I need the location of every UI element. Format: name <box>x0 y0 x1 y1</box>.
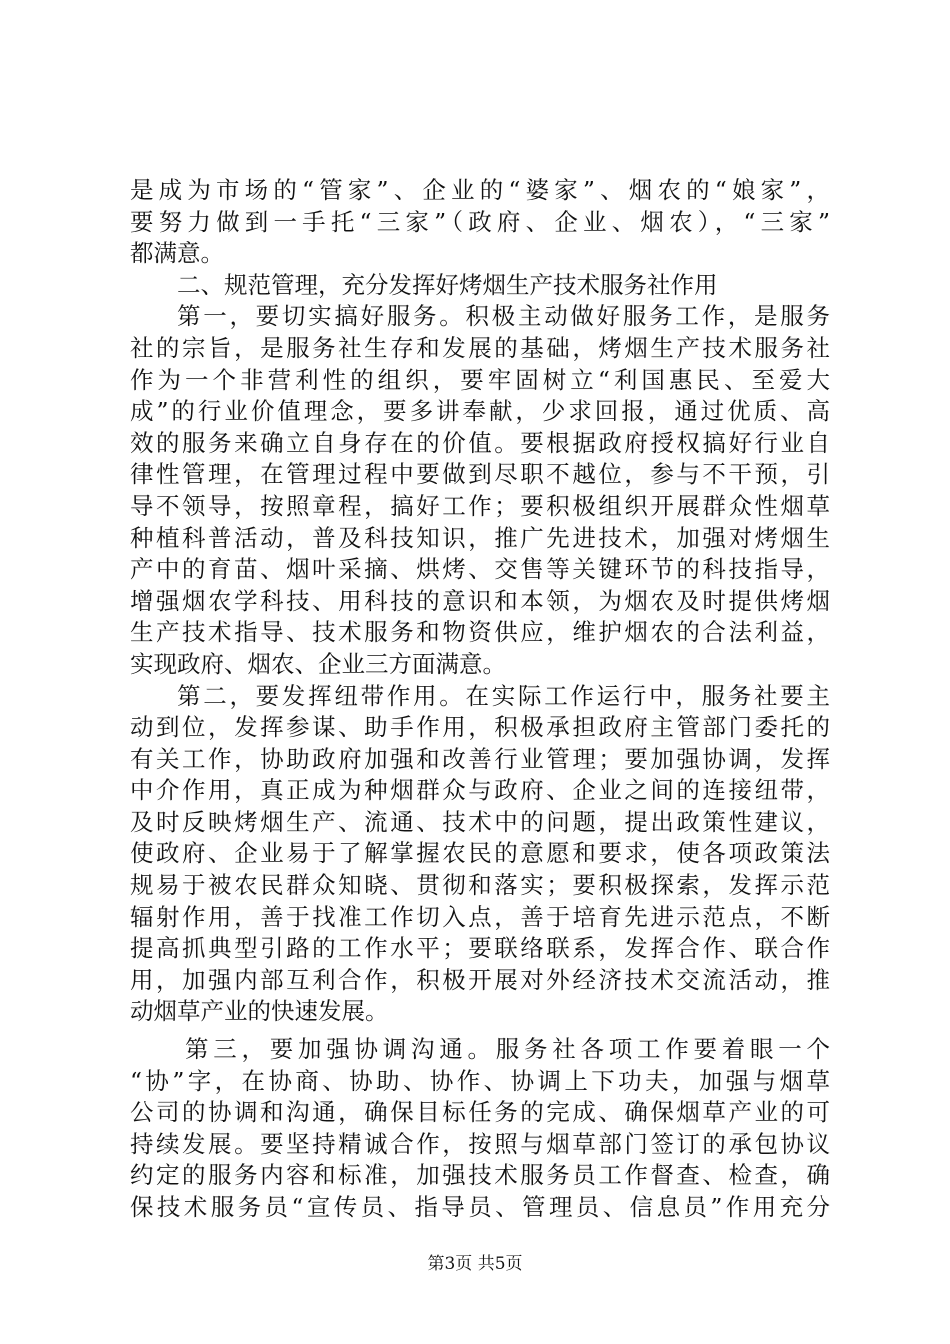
text-line: 第二，要发挥纽带作用。在实际工作运行中，服务社要主 <box>177 681 830 710</box>
text-line: 保技术服务员“宣传员、指导员、管理员、信息员”作用充分 <box>130 1193 830 1221</box>
text-line: 有关工作，协助政府加强和改善行业管理；要加强协调，发挥 <box>130 744 830 773</box>
text-line: 种植科普活动，普及科技知识，推广先进技术，加强对烤烟生 <box>130 523 830 552</box>
text-line: 效的服务来确立自身存在的价值。要根据政府授权搞好行业自 <box>130 428 830 457</box>
text-line: 动烟草产业的快速发展。 <box>130 997 389 1026</box>
text-line: 是成为市场的“管家”、企业的“婆家”、烟农的“娘家”， <box>130 176 830 204</box>
paragraph-third <box>130 1034 830 1224</box>
text-line: 用，加强内部互利合作，积极开展对外经济技术交流活动，推 <box>130 965 830 994</box>
text-line: 规易于被农民群众知晓、贯彻和落实；要积极探索，发挥示范 <box>130 871 830 900</box>
text-line: 中介作用，真正成为种烟群众与政府、企业之间的连接纽带， <box>130 776 830 805</box>
paragraph-continuation <box>130 175 830 270</box>
heading-line: 二、规范管理，充分发挥好烤烟生产技术服务社作用 <box>177 270 718 299</box>
page-number: 第3页 共5页 <box>427 1254 523 1274</box>
text-line: 使政府、企业易于了解掌握农民的意愿和要求，使各项政策法 <box>130 839 830 868</box>
text-line: 都满意。 <box>130 239 224 268</box>
text-line: 要努力做到一手托“三家”（政府、企业、烟农），“三家” <box>130 207 830 236</box>
text-line: 社的宗旨，是服务社生存和发展的基础，烤烟生产技术服务社 <box>130 333 830 362</box>
document-body <box>130 175 830 1224</box>
text-line: 律性管理，在管理过程中要做到尽职不越位，参与不干预，引 <box>130 460 830 489</box>
section-heading <box>130 270 830 302</box>
paragraph-second <box>130 681 830 1029</box>
text-line: 导不领导，按照章程，搞好工作；要积极组织开展群众性烟草 <box>130 491 830 520</box>
text-line: 持续发展。要坚持精诚合作，按照与烟草部门签订的承包协议 <box>130 1129 830 1158</box>
text-line: 辐射作用，善于找准工作切入点，善于培育先进示范点，不断 <box>130 902 830 931</box>
text-line: 生产技术指导、技术服务和物资供应，维护烟农的合法利益， <box>130 618 830 647</box>
text-line: 动到位，发挥参谋、助手作用，积极承担政府主管部门委托的 <box>130 713 830 742</box>
text-line: 作为一个非营利性的组织，要牢固树立“利国惠民、至爱大 <box>130 365 830 394</box>
text-line: 公司的协调和沟通，确保目标任务的完成、确保烟草产业的可 <box>130 1098 830 1127</box>
text-line: 成”的行业价值理念，要多讲奉献，少求回报，通过优质、高 <box>130 397 830 426</box>
text-line: 实现政府、烟农、企业三方面满意。 <box>130 649 506 678</box>
text-line: 约定的服务内容和标准，加强技术服务员工作督查、检查，确 <box>130 1161 830 1190</box>
page-footer <box>0 1253 950 1275</box>
text-line: 第一，要切实搞好服务。积极主动做好服务工作，是服务 <box>177 302 830 331</box>
text-line: 提高抓典型引路的工作水平；要联络联系，发挥合作、联合作 <box>130 934 830 963</box>
text-line: 增强烟农学科技、用科技的意识和本领，为烟农及时提供烤烟 <box>130 586 830 615</box>
text-line: 第三，要加强协调沟通。服务社各项工作要着眼一个 <box>185 1035 830 1064</box>
text-line: 产中的育苗、烟叶采摘、烘烤、交售等关键环节的科技指导， <box>130 555 830 584</box>
text-line: 及时反映烤烟生产、流通、技术中的问题，提出政策性建议， <box>130 807 830 836</box>
text-line: “协”字，在协商、协助、协作、协调上下功夫，加强与烟草 <box>130 1066 830 1095</box>
paragraph-first <box>130 301 830 680</box>
